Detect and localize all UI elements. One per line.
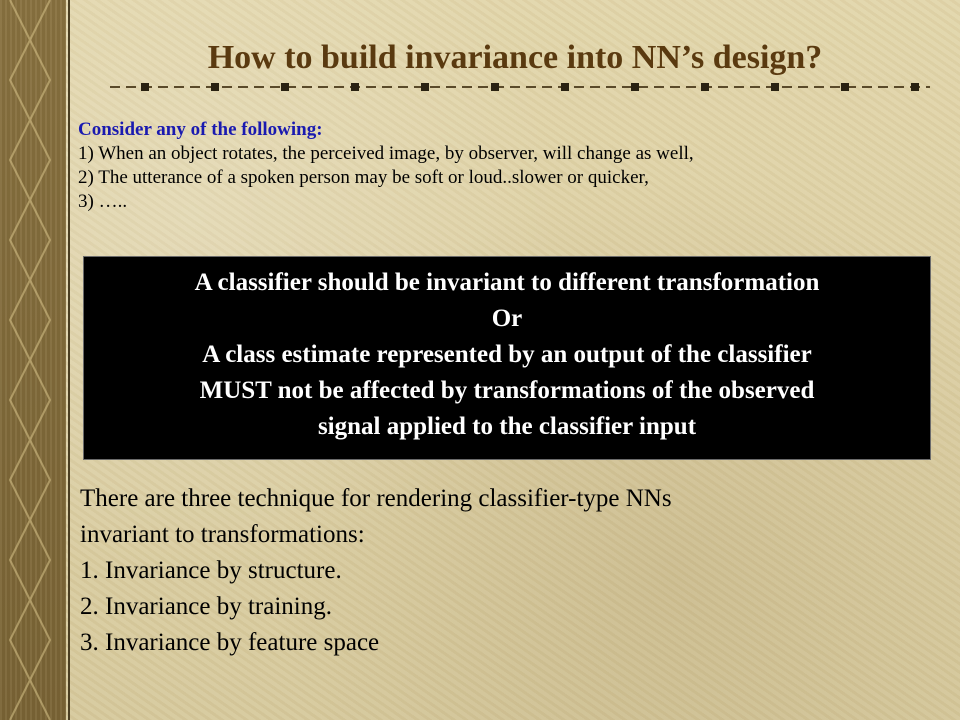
box-line-3: A class estimate represented by an output of the classifier xyxy=(202,341,812,368)
technique-item-2: 2. Invariance by training. xyxy=(80,593,332,620)
box-line-4: MUST not be affected by transformations of the observed xyxy=(199,377,815,404)
technique-item-1: 1. Invariance by structure. xyxy=(80,557,342,584)
techniques-block xyxy=(80,481,672,661)
title-dashed-rule xyxy=(110,80,930,94)
left-strip-border xyxy=(68,0,70,720)
box-line-5: signal applied to the classifier input xyxy=(317,413,697,440)
box-line-1: A classifier should be invariant to different transformation xyxy=(194,269,820,296)
diamond-pattern-icon xyxy=(0,0,60,720)
consider-item-1: 1) When an object rotates, the perceived image, by observer, will change as well, xyxy=(78,143,694,164)
technique-item-3: 3. Invariance by feature space xyxy=(80,629,380,656)
invariance-statement-box xyxy=(83,256,931,460)
techniques-intro-line-1: There are three technique for rendering classifier-type NNs xyxy=(80,485,672,512)
strip-diamond-pattern xyxy=(0,0,60,720)
consider-item-2: 2) The utterance of a spoken person may be soft or loud..slower or quicker, xyxy=(78,167,649,188)
consider-heading: Consider any of the following: xyxy=(78,119,323,140)
consider-item-3: 3) ….. xyxy=(78,191,128,212)
techniques-intro-line-2: invariant to transformations: xyxy=(80,521,365,548)
box-line-2: Or xyxy=(491,305,523,332)
slide-title: How to build invariance into NN’s design? xyxy=(207,39,823,76)
consider-block xyxy=(78,118,694,214)
